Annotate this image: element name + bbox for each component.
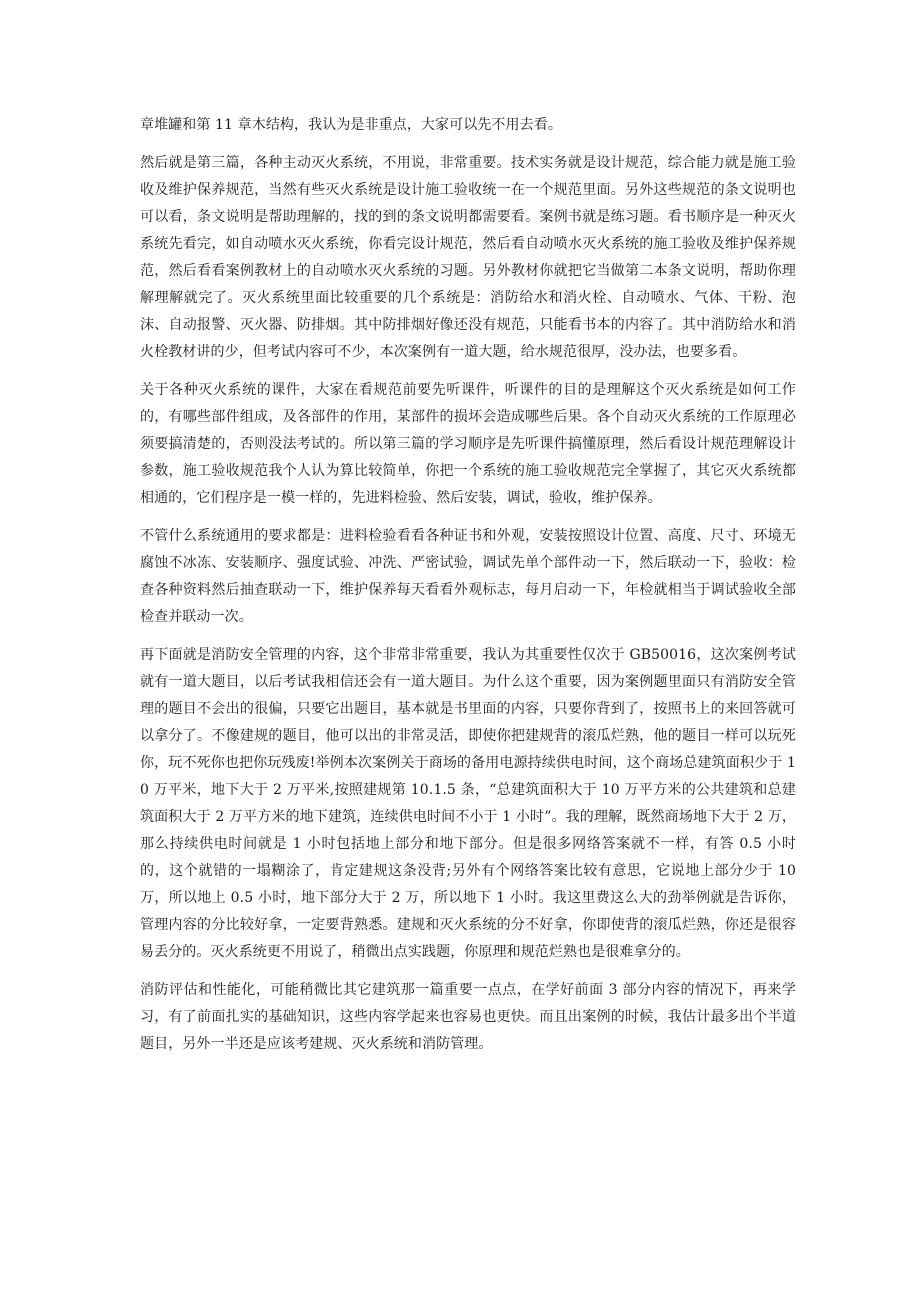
paragraph: 消防评估和性能化，可能稍微比其它建筑那一篇重要一点点，在学好前面 3 部分内容的情况下，再来学习，有了前面扎实的基础知识，这些内容学起来也容易也更快。而且出案例的时候，我估计最多出个半道题目，另外一半还是应该考建规、灭火系统和消防管理。 bbox=[140, 982, 796, 1052]
paragraph: 然后就是第三篇，各种主动灭火系统，不用说，非常重要。技术实务就是设计规范，综合能力就是施工验收及维护保养规范，当然有些灭火系统是设计施工验收统一在一个规范里面。另外这些规范的条文说明也可以看，条文说明是帮助理解的，找的到的条文说明都需要看。案例书就是练习题。看书顺序是一种灭火系统先看完，如自动喷水灭火系统，你看完设计规范，然后看自动喷水灭火系统的施工验收及维护保养规范，然后看看案例教材上的自动喷水灭火系统的习题。另外教材你就把它当做第二本条文说明，帮助你理解理解就完了。灭火系统里面比较重要的几个系统是：消防给水和消火栓、自动喷水、气体、干粉、泡沫、自动报警、灭火器、防排烟。其中防排烟好像还没有规范，只能看书本的内容了。其中消防给水和消火栓教材讲的少，但考试内容可不少，本次案例有一道大题，给水规范很厚，没办法，也要多看。 bbox=[140, 155, 796, 360]
paragraph: 不管什么系统通用的要求都是：进料检验看看各种证书和外观，安装按照设计位置、高度、尺寸、环境无腐蚀不冰冻、安装顺序、强度试验、冲洗、严密试验，调试先单个部件动一下，然后联动一下，验收：检查各种资料然后抽查联动一下，维护保养每天看看外观标志，每月启动一下，年检就相当于调试验收全部检查并联动一次。 bbox=[140, 528, 796, 625]
document-body bbox=[140, 112, 796, 1069]
paragraph: 再下面就是消防安全管理的内容，这个非常非常重要，我认为其重要性仅次于 GB50016，这次案例考试就有一道大题目，以后考试我相信还会有一道大题目。为什么这个重要，因为案例题里面只有消防安全管理的题目不会出的很偏，只要它出题目，基本就是书里面的内容，只要你背到了，按照书上的来回答就可以拿分了。不像建规的题目，他可以出的非常灵活，即使你把建规背的滚瓜烂熟，他的题目一样可以玩死你，玩不死你也把你玩残废!举例本次案例关于商场的备用电源持续供电时间，这个商场总建筑面积少于 10 万平米，地下大于 2 万平米,按照建规第 10.1.5 条，“总建筑面积大于 10 万平方米的公共建筑和总建筑面积大于 2 万平方米的地下建筑，连续供电时间不小于 1 小时”。我的理解，既然商场地下大于 2 万，那么持续供电时间就是 1 小时包括地上部分和地下部分。但是很多网络答案就不一样，有答 0.5 小时的，这个就错的一塌糊涂了，肯定建规这条没背;另外有个网络答案比较有意思，它说地上部分少于 10 万，所以地上 0.5 小时，地下部分大于 2 万，所以地下 1 小时。我这里费这么大的劲举例就是告诉你，管理内容的分比较好拿，一定要背熟悉。建规和灭火系统的分不好拿，你即使背的滚瓜烂熟，你还是很容易丢分的。灭火系统更不用说了，稍微出点实践题，你原理和规范烂熟也是很难拿分的。 bbox=[140, 647, 796, 960]
paragraph: 章堆罐和第 11 章木结构，我认为是非重点，大家可以先不用去看。 bbox=[140, 117, 562, 133]
paragraph: 关于各种灭火系统的课件，大家在看规范前要先听课件，听课件的目的是理解这个灭火系统是如何工作的，有哪些部件组成，及各部件的作用，某部件的损坏会造成哪些后果。各个自动灭火系统的工作原理必须要搞清楚的，否则没法考试的。所以第三篇的学习顺序是先听课件搞懂原理，然后看设计规范理解设计参数，施工验收规范我个人认为算比较简单，你把一个系统的施工验收规范完全掌握了，其它灭火系统都相通的，它们程序是一模一样的，先进料检验、然后安装，调试，验收，维护保养。 bbox=[140, 382, 796, 506]
